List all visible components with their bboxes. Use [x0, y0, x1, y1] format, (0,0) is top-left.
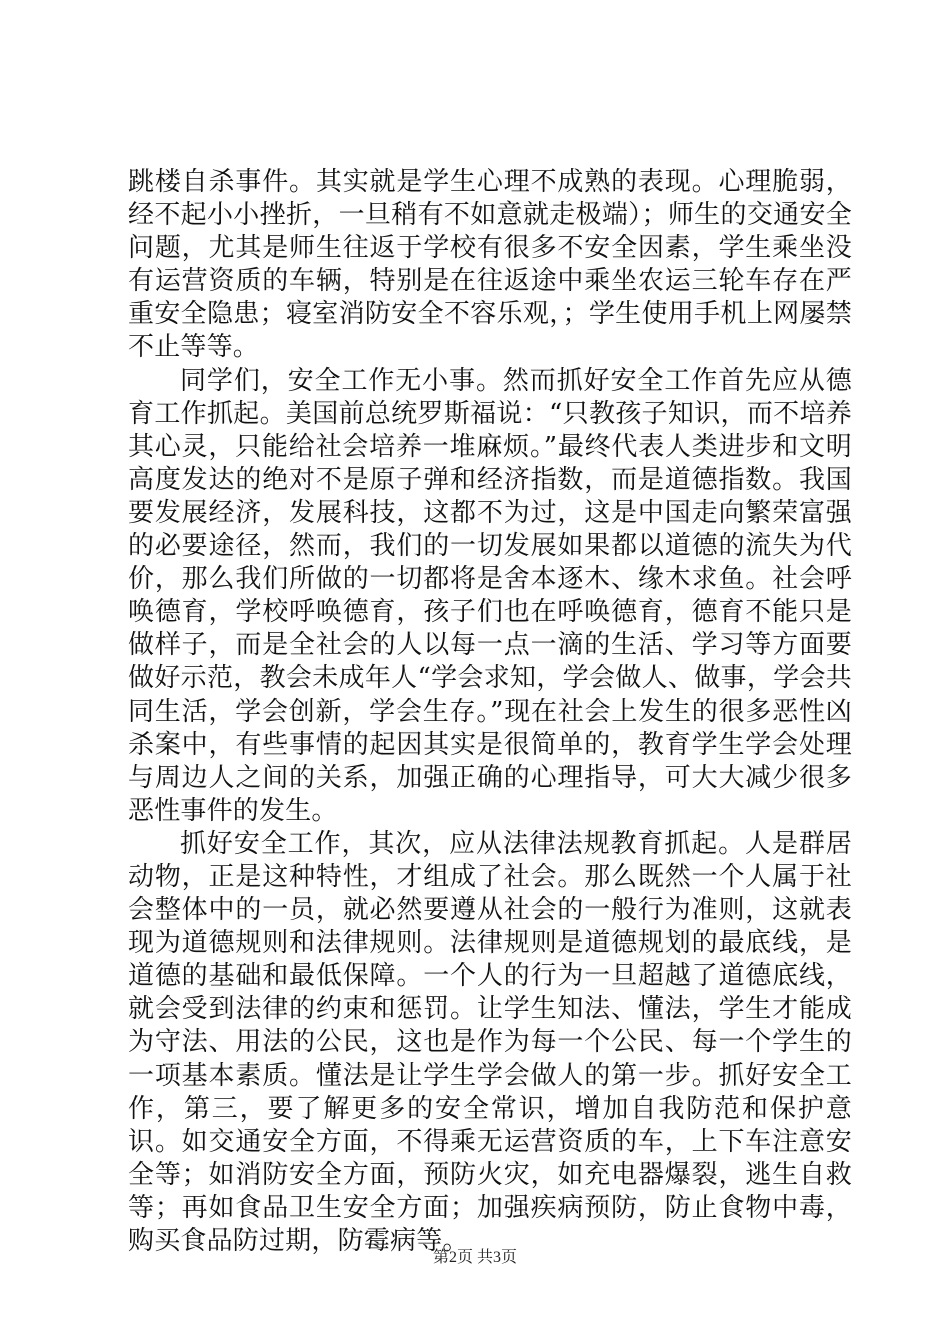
paragraph-2: 同学们，安全工作无小事。然而抓好安全工作首先应从德育工作抓起。美国前总统罗斯福说：“只教孩子知识，而不培养其心灵，只能给社会培养一堆麻烦。”最终代表人类进步和文明高度发达的绝对不是原子弹和经济指数，而是道德指数。我国要发展经济，发展科技，这都不为过，这是中国走向繁荣富强的必要途径，然而，我们的一切发展如果都以道德的流失为代价，那么我们所做的一切都将是舍本逐木、缘木求鱼。社会呼唤德育，学校呼唤德育，孩子们也在呼唤德育，德育不能只是做样子，而是全社会的人以每一点一滴的生活、学习等方面要做好示范，教会未成年人“学会求知，学会做人、做事，学会共同生活，学会创新，学会生存。”现在社会上发生的很多恶性凶杀案中，有些事情的起因其实是很简单的，教育学生学会处理与周边人之间的关系，加强正确的心理指导，可大大减少很多恶性事件的发生。	[128, 365, 852, 826]
paragraph-3: 抓好安全工作，其次，应从法律法规教育抓起。人是群居动物，正是这种特性，才组成了社会。那么既然一个人属于社会整体中的一员，就必然要遵从社会的一般行为准则，这就表现为道德规则和法律规则。法律规则是道德规划的最底线，是道德的基础和最低保障。一个人的行为一旦超越了道德底线，就会受到法律的约束和惩罚。让学生知法、懂法，学生才能成为守法、用法的公民，这也是作为每一个公民、每一个学生的一项基本素质。懂法是让学生学会做人的第一步。抓好安全工作，第三，要了解更多的安全常识，增加自我防范和保护意识。如交通安全方面，不得乘无运营资质的车，上下车注意安全等；如消防安全方面，预防火灾，如充电器爆裂，逃生自救等；再如食品卫生安全方面；加强疾病预防，防止食物中毒，购买食品防过期，防霉病等。	[128, 828, 852, 1256]
paragraph-1: 跳楼自杀事件。其实就是学生心理不成熟的表现。心理脆弱，经不起小小挫折，一旦稍有不如意就走极端）；师生的交通安全问题，尤其是师生往返于学校有很多不安全因素，学生乘坐没有运营资质的车辆，特别是在往返途中乘坐农运三轮车存在严重安全隐患；寝室消防安全不容乐观，；学生使用手机上网屡禁不止等等。	[128, 167, 852, 363]
document-body	[128, 166, 852, 1258]
page-number-footer: 第2页 共3页	[432, 1249, 517, 1266]
